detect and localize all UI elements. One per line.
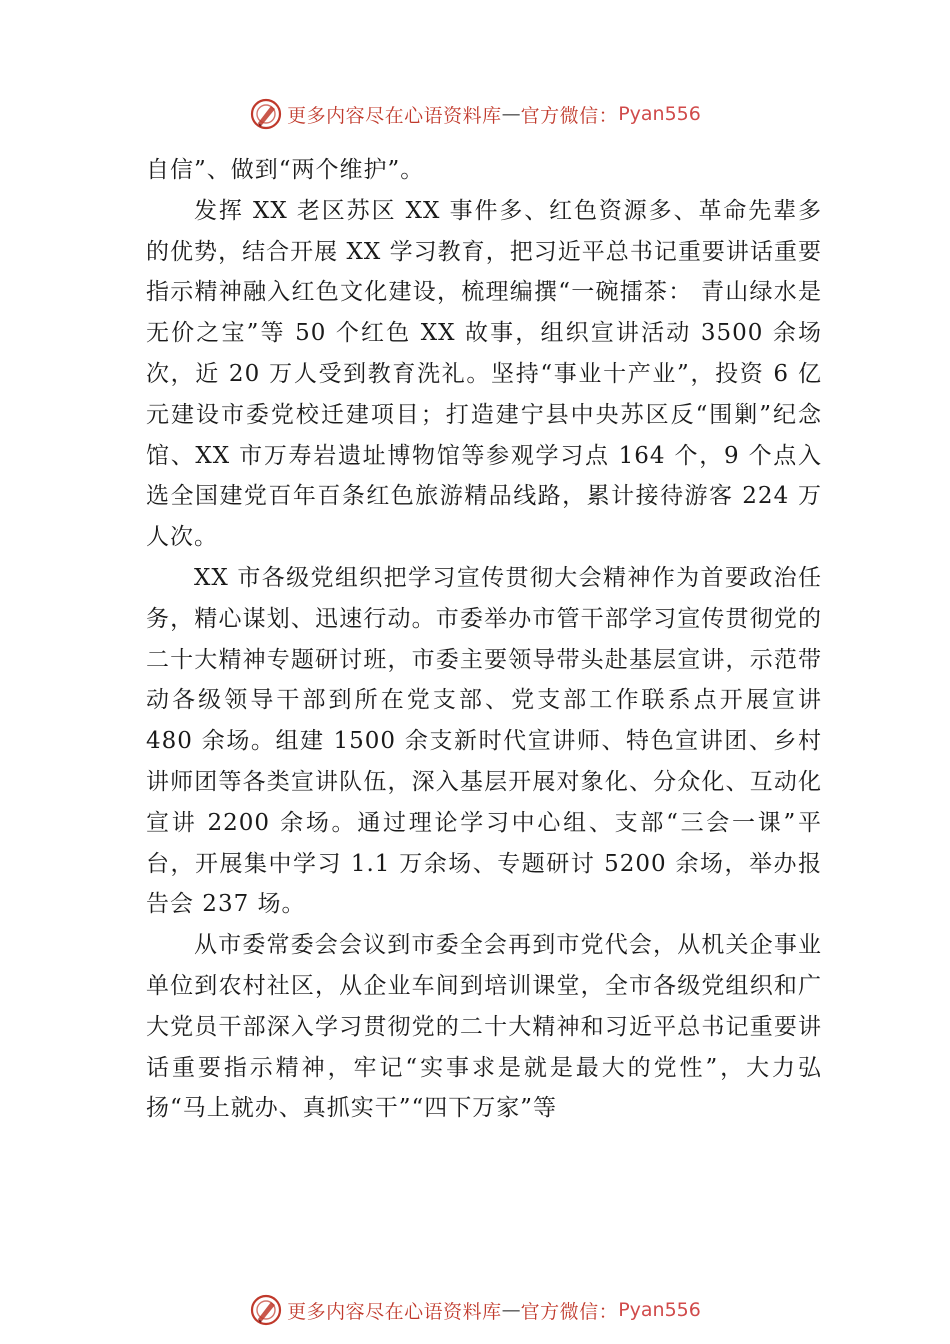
paragraph-4: 从市委常委会会议到市委全会再到市党代会，从机关企事业单位到农村社区，从企业车间到培训课堂，全市各级党组织和广大党员干部深入学习贯彻党的二十大精神和习近平总书记重要讲话重要指示精神，牢记“实事求是就是最大的党性”，大力弘扬“马上就办、真抓实干”“四下万家”等 bbox=[146, 932, 822, 1122]
document-body bbox=[146, 150, 822, 1129]
watermark-brand-text: 更多内容尽在心语资料库 bbox=[287, 1300, 502, 1323]
pen-nib-logo-icon bbox=[249, 97, 283, 131]
paragraph-1: 自信”、做到“两个维护”。 bbox=[146, 157, 425, 183]
watermark-brand-text: 更多内容尽在心语资料库 bbox=[287, 104, 502, 127]
pen-nib-logo-icon bbox=[249, 1293, 283, 1327]
footer-watermark bbox=[0, 1290, 950, 1330]
paragraph-3: XX 市各级党组织把学习宣传贯彻大会精神作为首要政治任务，精心谋划、迅速行动。市委举办市管干部学习宣传贯彻党的二十大精神专题研讨班，市委主要领导带头赴基层宣讲，示范带动各级领导干部到所在党支部、党支部工作联系点开展宣讲 480 余场。组建 1500 余支新时代宣讲师、特色宣讲团、乡村讲师团等各类宣讲队伍，深入基层开展对象化、分众化、互动化宣讲 2200 余场。通过理论学习中心组、支部“三会一课”平台，开展集中学习 1.1 万余场、专题研讨 5200 余场，举办报告会 237 场。 bbox=[146, 564, 822, 918]
paragraph-2: 发挥 XX 老区苏区 XX 事件多、红色资源多、革命先辈多的优势，结合开展 XX 学习教育，把习近平总书记重要讲话重要指示精神融入红色文化建设，梳理编撰“一碗擂茶： 青山绿水是无价之宝”等 50 个红色 XX 故事，组织宣讲活动 3500 余场次，近 20 万人受到教育洗礼。坚持“事业十产业”，投资 6 亿元建设市委党校迁建项目；打造建宁县中央苏区反“围剿”纪念馆、XX 市万寿岩遗址博物馆等参观学习点 164 个，9 个点入选全国建党百年百条红色旅游精品线路，累计接待游客 224 万人次。 bbox=[146, 197, 822, 551]
watermark-handle: Pyan556 bbox=[618, 1299, 701, 1321]
watermark-separator: — bbox=[501, 1299, 521, 1321]
header-watermark bbox=[0, 94, 950, 134]
watermark-channel-label: 官方微信： bbox=[520, 104, 619, 127]
watermark-separator: — bbox=[501, 103, 521, 125]
watermark-handle: Pyan556 bbox=[618, 103, 701, 125]
watermark-channel-label: 官方微信： bbox=[520, 1300, 619, 1323]
